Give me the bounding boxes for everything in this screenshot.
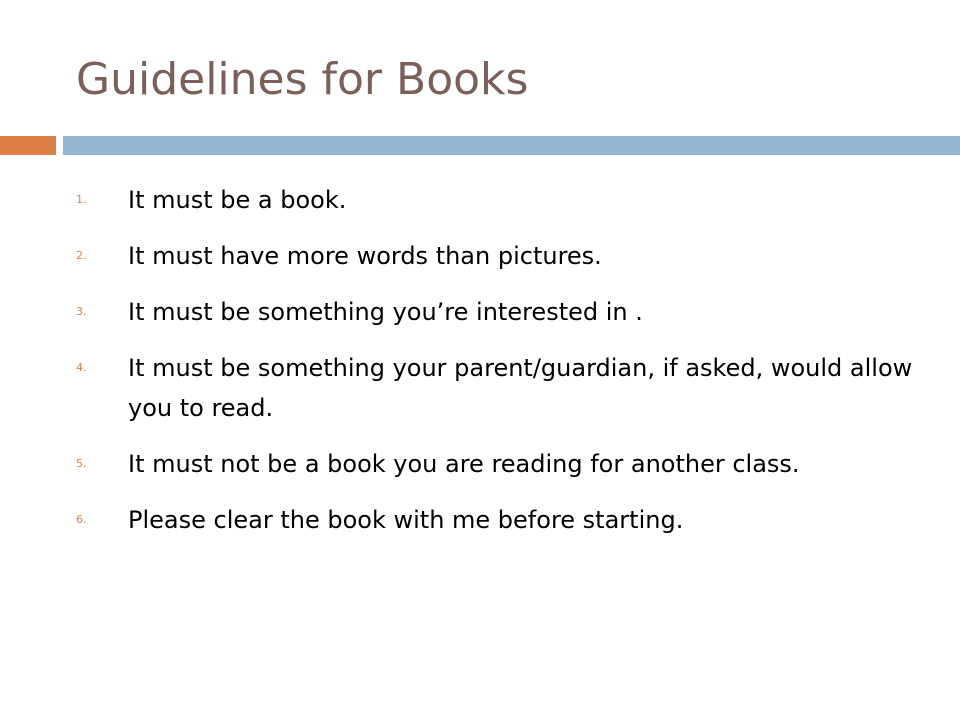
slide-title: Guidelines for Books xyxy=(76,54,529,105)
list-item xyxy=(76,348,936,428)
list-item-number: 5. xyxy=(76,457,87,470)
list-item-text: It must be something your parent/guardian, if asked, would allow you to read. xyxy=(128,354,913,422)
list-item-text: It must not be a book you are reading for another class. xyxy=(128,450,800,478)
list-item-text: It must have more words than pictures. xyxy=(128,242,602,270)
list-item-text: Please clear the book with me before starting. xyxy=(128,506,684,534)
list-item xyxy=(76,500,936,540)
list-item-number: 6. xyxy=(76,513,87,526)
list-item-number: 2. xyxy=(76,249,87,262)
list-item xyxy=(76,236,936,276)
title-accent-bar-blue xyxy=(63,136,960,155)
list-item xyxy=(76,444,936,484)
list-item xyxy=(76,180,936,220)
list-item-text: It must be a book. xyxy=(128,186,347,214)
list-item-number: 3. xyxy=(76,305,87,318)
title-accent-bar-orange xyxy=(0,136,56,155)
guidelines-list xyxy=(76,180,936,556)
list-item xyxy=(76,292,936,332)
list-item-text: It must be something you’re interested in . xyxy=(128,298,643,326)
list-item-number: 4. xyxy=(76,361,87,374)
list-item-number: 1. xyxy=(76,193,87,206)
